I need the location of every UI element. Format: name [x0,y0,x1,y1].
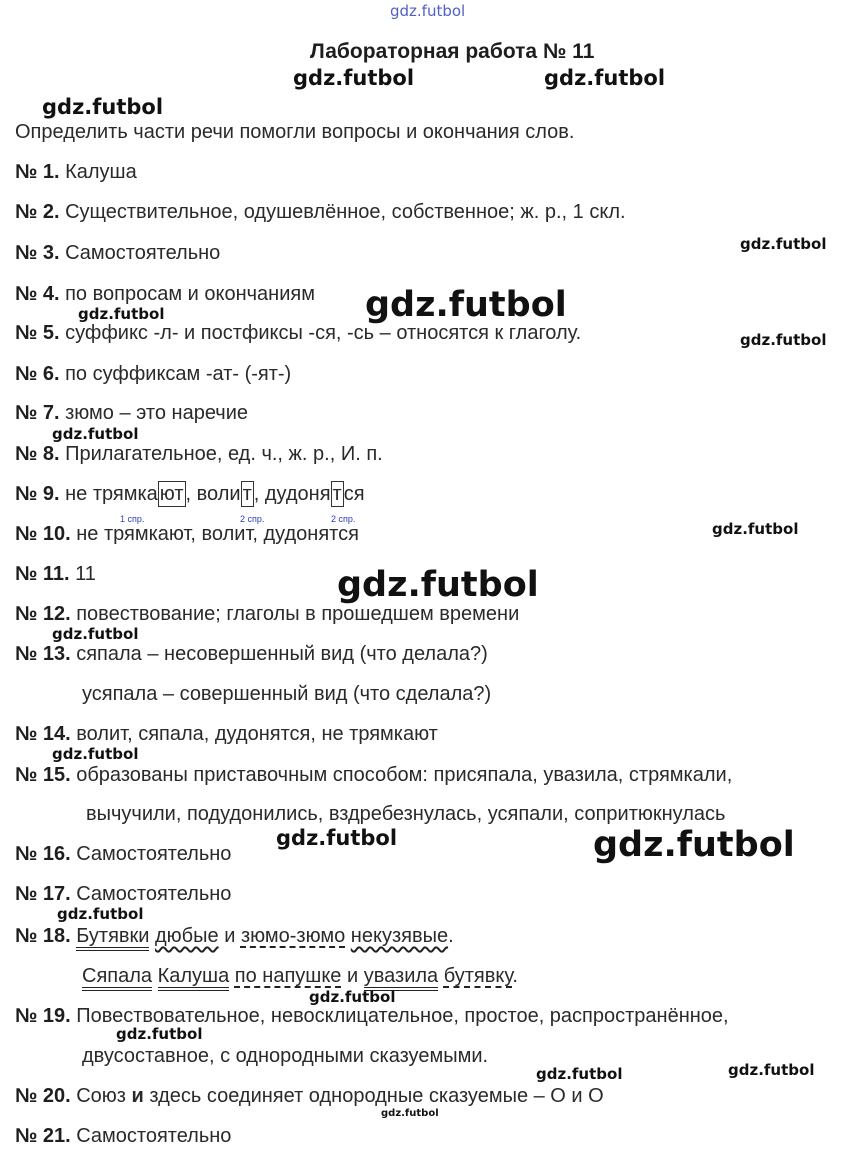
watermark: gdz.futbol [309,988,396,1006]
object-word: бутявку [443,965,513,987]
watermark: gdz.futbol [57,905,144,923]
answer-19 [15,1005,729,1028]
answer-number: № 11. [15,563,70,585]
watermark: gdz.futbol [116,1025,203,1043]
answer-number: № 16. [15,843,71,865]
attribute-word: дюбые [155,925,219,947]
conjunction: и [218,925,241,947]
watermark: gdz.futbol [276,826,398,850]
answer-10 [15,523,359,546]
conjunction: и [341,965,364,987]
answer-number: № 17. [15,883,71,905]
answer-text: Самостоятельно [76,883,232,905]
answer-11 [15,563,96,586]
period: . [512,965,518,987]
answer-text: волит, сяпала, дудонятся, не трямкают [76,723,438,745]
answer-text: 11 [75,563,96,585]
watermark: gdz.futbol [740,235,827,253]
watermark: gdz.futbol [78,305,165,323]
answer-text: ся [343,483,365,505]
answer-text: Калуша [65,161,137,183]
answer-number: № 3. [15,242,60,264]
answer-18-line2 [82,965,518,988]
watermark: gdz.futbol [390,2,466,20]
answer-text: образованы приставочным способом: присяпала, увазила, стрямкали, [76,764,733,786]
watermark: gdz.futbol [712,520,799,538]
conjugation-note: 1 спр. [120,514,145,524]
answer-5 [15,322,581,345]
answer-8 [15,443,383,466]
circumstance-word: зюмо-зюмо [240,925,346,947]
answer-3 [15,242,220,265]
answer-text: по суффиксам -ат- (-ят-) [65,363,292,385]
answer-text: Прилагательное, ед. ч., ж. р., И. п. [65,443,383,465]
answer-number: № 1. [15,161,60,183]
answer-text: Существительное, одушевлённое, собственное; ж. р., 1 скл. [65,201,626,223]
answer-number: № 20. [15,1085,71,1107]
answer-number: № 7. [15,402,60,424]
answer-text: Самостоятельно [65,242,221,264]
answer-number: № 15. [15,764,71,786]
watermark: gdz.futbol [365,285,567,325]
answer-number: № 9. [15,483,60,505]
answer-20 [15,1085,604,1108]
watermark: gdz.futbol [544,66,666,90]
answer-9 [15,481,365,507]
conjunction-bold: и [131,1085,144,1107]
answer-15 [15,764,732,787]
answer-7 [15,402,248,425]
answer-text: не трямка [65,483,158,505]
watermark: gdz.futbol [728,1061,815,1079]
answer-13 [15,643,488,666]
ending-box: т [242,483,252,505]
subject-word: Бутявки [76,925,150,947]
answer-text: зюмо – это наречие [65,402,248,424]
answer-number: № 21. [15,1125,71,1147]
watermark: gdz.futbol [536,1065,623,1083]
answer-number: № 2. [15,201,60,223]
answer-1 [15,161,137,184]
answer-text: не трямкают, волит, дудонятся [76,523,359,545]
answer-19-line2: двусоставное, с однородными сказуемыми. [82,1045,489,1067]
watermark: gdz.futbol [52,625,139,643]
answer-21 [15,1125,231,1148]
ending-box: ют [159,483,184,505]
period: . [448,925,454,947]
conjugation-note: 2 спр. [331,514,356,524]
answer-2 [15,201,626,224]
intro-text: Определить части речи помогли вопросы и окончания слов. [15,121,575,143]
answer-number: № 19. [15,1005,71,1027]
circumstance-word: по напушке [234,965,342,987]
subject-word: Калуша [157,965,230,987]
answer-4 [15,283,315,306]
answer-text: здесь соединяет однородные сказуемые – О и О [143,1085,604,1107]
answer-text: , дудоня [253,483,331,505]
answer-17 [15,883,231,906]
answer-text: Союз [76,1085,132,1107]
answer-14 [15,723,438,746]
answer-number: № 4. [15,283,60,305]
watermark: gdz.futbol [337,565,539,605]
answer-text: по вопросам и окончаниям [65,283,315,305]
answer-number: № 12. [15,603,71,625]
answer-15-line2: вычучили, подудонились, вздребезнулась, усяпали, сопритюкнулась [86,803,726,825]
watermark: gdz.futbol [52,745,139,763]
answer-text: Самостоятельно [76,1125,232,1147]
watermark: gdz.futbol [381,1108,439,1119]
answer-number: № 18. [15,925,71,947]
answer-text: суффикс -л- и постфиксы -ся, -сь – относятся к глаголу. [65,322,582,344]
attribute-word: некузявые [350,925,449,947]
conjugation-note: 2 спр. [240,514,265,524]
answer-number: № 13. [15,643,71,665]
space [152,965,158,987]
watermark: gdz.futbol [740,331,827,349]
watermark: gdz.futbol [52,425,139,443]
ending-box: т [332,483,342,505]
answer-6 [15,363,291,386]
answer-text: повествование; глаголы в прошедшем времени [76,603,520,625]
answer-number: № 6. [15,363,60,385]
answer-number: № 8. [15,443,60,465]
answer-18 [15,925,454,948]
answer-number: № 14. [15,723,71,745]
answer-number: № 10. [15,523,71,545]
answer-text: , воли [185,483,241,505]
answer-13-line2: усяпала – совершенный вид (что сделала?) [82,683,492,705]
answer-number: № 5. [15,322,60,344]
watermark: gdz.futbol [293,66,415,90]
answer-16 [15,843,231,866]
answer-text: Повествовательное, невосклицательное, простое, распространённое, [76,1005,729,1027]
predicate-word: увазила [363,965,439,987]
answer-text: сяпала – несовершенный вид (что делала?) [76,643,488,665]
watermark: gdz.futbol [593,825,795,865]
page-title: Лабораторная работа № 11 [310,40,595,63]
answer-text: Самостоятельно [76,843,232,865]
answer-12 [15,603,519,626]
predicate-word: Сяпала [82,965,153,987]
watermark: gdz.futbol [42,95,164,119]
